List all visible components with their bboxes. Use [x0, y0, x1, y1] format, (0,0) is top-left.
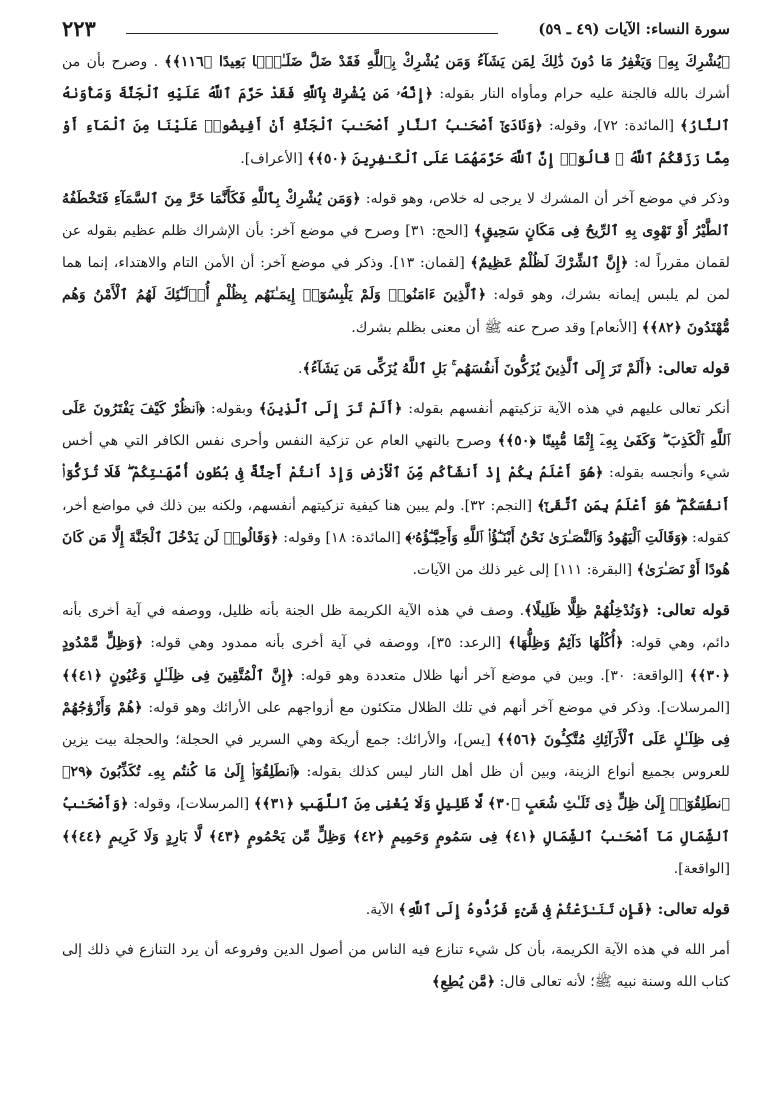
quran-quote: ﴿وَنُدْخِلُهُمْ ظِلًّا ظَلِيلًا﴾: [524, 603, 650, 620]
commentary-text: [المرسلات]. وذكر في موضع آخر أنهم في تلك الظلال متكئون مع أزواجهم على الأرائك وهو قوله:: [142, 699, 730, 716]
verse-heading-label: قوله تعالى:: [649, 601, 730, 620]
verse-heading-paragraph: [62, 893, 730, 926]
quran-quote: ﴿إِنَّ ٱلشِّرْكَ لَظُلْمٌ عَظِيمٌ﴾: [470, 255, 629, 272]
quran-quote: ﴿وَقَالَتِ ٱلْيَهُودُ وَٱلنَّصَـٰرَىٰ نَحْنُ أَبْنَـٰٓؤُا۟ ٱللَّهِ وَأَحِبَّـٰٓؤُهُۥ﴾: [405, 529, 688, 546]
commentary-text: وصرح بالنهي العام عن تزكية النفس وأحرى نفس الكافر التي هي أخس شيء وأنجسه بقوله:: [62, 433, 730, 482]
quran-quote: ﴿وَقَالُوا۟ لَن يَدْخُلَ ٱلْجَنَّةَ إِلَّا مَن كَانَ هُودًا أَوْ نَصَـٰرَىٰ﴾: [62, 529, 730, 579]
quran-quote: ﴿أَلَمْ تَرَ إِلَى ٱلَّذِينَ﴾: [258, 401, 403, 418]
commentary-text: وبقوله:: [205, 401, 259, 418]
verse-heading-paragraph: [62, 594, 730, 885]
body-paragraph: [62, 183, 730, 344]
commentary-text: أنكر تعالى عليهم في هذه الآية تزكيتهم أنفسهم بقوله:: [402, 401, 730, 418]
book-page: [62, 14, 730, 1094]
commentary-text: [يس]، والأرائك: جمع أريكة وهي السرير في الحجلة؛ والحجلة بيت يزين للعروس بجميع أنواع الزينة، وبين أن ظل أهل النار ليس كذلك بقوله:: [62, 732, 731, 781]
quran-quote: ﴿أَلَمْ تَرَ إِلَى ٱلَّذِينَ يُزَكُّونَ أَنفُسَهُم ۚ بَلِ ٱللَّهُ يُزَكِّى مَن يَشَآءُ﴾: [302, 360, 653, 377]
commentary-text: [المرسلات]، وقوله:: [128, 796, 254, 813]
commentary-text: [البقرة: ١١١] إلى غير ذلك من الآيات.: [412, 562, 637, 579]
commentary-text: [الحج: ٣١] وصرح في موضع آخر: بأن الإشراك ظلم عظيم بقوله عن لقمان مقرراً له:: [62, 223, 730, 272]
body-paragraph: [62, 934, 730, 998]
quran-quote: ﴿أُكُلُهَا دَآئِمٌ وَظِلُّهَا﴾: [508, 635, 624, 652]
commentary-text: وذكر في موضع آخر أن المشرك لا يرجى له خلاص، وهو قوله:: [360, 190, 730, 207]
commentary-text: . وصرح بأن من أشرك بالله فالجنة عليه حرام ومأواه النار بقوله:: [62, 54, 730, 103]
quran-quote: ﴿إِنَّ ٱلْمُتَّقِينَ فِى ظِلَـٰلٍ وَعُيُونٍ ﴿٤١﴾﴾: [62, 667, 295, 684]
quran-quote: ﴿وَظِلٍّ مَّمْدُودٍ ﴿٣٠﴾﴾: [62, 635, 731, 684]
quran-quote: ﴿ٱلَّذِينَ ءَامَنُوا۟ وَلَمْ يَلْبِسُوٓا۟ إِيمَـٰنَهُم بِظُلْمٍ أُو۟لَـٰٓئِكَ لَهُمُ ٱلْأَمْنُ وَهُم مُّهْتَدُونَ ﴿٨٢﴾﴾: [62, 287, 730, 336]
commentary-text: [لقمان: ١٣]. وذكر في موضع آخر: أن الأمن التام والاهتداء، إنما هما لمن لم يلبس إيمانه بشرك، وهو قوله:: [62, 255, 730, 304]
verse-heading-paragraph: [62, 352, 730, 385]
quran-quote: ﴿هُوَ أَعْلَمُ بِكُمْ إِذْ أَنشَأَكُم مِّنَ ٱلْأَرْضِ وَإِذْ أَنتُمْ أَجِنَّةٌ فِى بُطُونِ أُمَّهَـٰتِكُمْ ۖ فَلَا تُزَكُّوٓا۟ أَنفُسَكُمْ ۖ هُوَ أَعْلَمُ بِمَنِ ٱتَّقَىٰٓ﴾: [62, 465, 730, 514]
quran-quote: ﴿وَنَادَىٰٓ أَصْحَـٰبُ ٱلنَّارِ أَصْحَـٰبَ ٱلْجَنَّةِ أَنْ أَفِيضُوا۟ عَلَيْنَا مِنَ ٱلْمَآءِ أَوْ مِمَّا رَزَقَكُمُ ٱللَّهُ ۚ قَالُوٓا۟ إِنَّ ٱللَّهَ حَرَّمَهُمَا عَلَى ٱلْكَـٰفِرِينَ ﴿٥٠﴾﴾: [62, 118, 730, 167]
commentary-text: . وصف في هذه الآية الكريمة ظل الجنة بأنه ظليل، ووصفه في آية أخرى بأنه دائم، وهي قوله:: [62, 603, 730, 652]
page-header: [62, 14, 730, 46]
quran-quote: ﴿وَمَن يُشْرِكْ بِٱللَّهِ فَكَأَنَّمَا خَرَّ مِنَ ٱلسَّمَآءِ فَتَخْطَفُهُ ٱلطَّيْرُ أَوْ تَهْوِى بِهِ ٱلرِّيحُ فِى مَكَانٍ سَحِيقٍ﴾: [62, 190, 730, 240]
page-number: ٢٢٣: [62, 16, 96, 41]
body-paragraph: [62, 46, 730, 175]
commentary-text: [الأعراف].: [240, 150, 308, 167]
quran-quote: ﴿هُمْ وَأَزْوَٰجُهُمْ فِى ظِلَـٰلٍ عَلَى ٱلْأَرَآئِكِ مُتَّكِـُٔونَ ﴿٥٦﴾﴾: [62, 699, 730, 749]
verse-heading-label: قوله تعالى:: [652, 900, 730, 919]
commentary-text: [الرعد: ٣٥]، ووصفه في آية أخرى بأنه ممدود وهي قوله:: [143, 635, 509, 652]
verse-heading-label: قوله تعالى:: [652, 358, 730, 377]
quran-quote: ﴿يُشْرِكَ بِهِۦ وَيَغْفِرُ مَا دُونَ ذَٰلِكَ لِمَن يَشَآءُ وَمَن يُشْرِكْ بِٱللَّهِ فَقَدْ ضَلَّ ضَلَـٰلًۢا بَعِيدًا ﴿١١٦﴾﴾: [164, 54, 730, 70]
commentary-text: [المائدة: ٧٢]، وقوله:: [542, 118, 681, 135]
quran-quote: ﴿ٱنطَلِقُوٓا۟ إِلَىٰ مَا كُنتُم بِهِۦ تُكَذِّبُونَ ﴿٢٩﴾ ٱنطَلِقُوٓا۟ إِلَىٰ ظِلٍّ ذِى ثَلَـٰثِ شُعَبٍ ﴿٣٠﴾ لَّا ظَلِيلٍ وَلَا يُغْنِى مِنَ ٱللَّهَبِ ﴿٣١﴾﴾: [62, 764, 730, 813]
commentary-text: [النجم: ٣٢]. ولم يبين هنا كيفية تزكيتهم أنفسهم، ولكنه بين ذلك في مواضع أخر، كقوله:: [62, 497, 731, 546]
page-body: [62, 46, 730, 999]
commentary-text: [الواقعة].: [673, 860, 730, 877]
commentary-text: .: [298, 360, 303, 377]
running-title: سورة النساء: الآيات (٤٩ ـ ٥٩): [538, 20, 730, 38]
quran-quote: ﴿وَأَصْحَـٰبُ ٱلشِّمَالِ مَآ أَصْحَـٰبُ ٱلشِّمَالِ ﴿٤١﴾ فِى سَمُومٍ وَحَمِيمٍ ﴿٤٢﴾ وَظِلٍّ مِّن يَحْمُومٍ ﴿٤٣﴾ لَّا بَارِدٍ وَلَا كَرِيمٍ ﴿٤٤﴾﴾: [62, 796, 730, 845]
body-paragraph: [62, 393, 730, 586]
quran-quote: ﴿فَإِن تَنَـٰزَعْتُمْ فِى شَىْءٍ فَرُدُّوهُ إِلَى ٱللَّهِ﴾: [398, 902, 653, 919]
commentary-text: الآية.: [365, 902, 399, 919]
header-rule: [126, 33, 498, 34]
commentary-text: أمر الله في هذه الآية الكريمة، بأن كل شيء تنازع فيه الناس من أصول الدين وفروعه أن يرد التنازع في ذلك إلى كتاب الله وسنة نبيه ﷺ؛ لأنه تعالى قال:: [62, 942, 730, 991]
quran-quote: ﴿ٱنظُرْ كَيْفَ يَفْتَرُونَ عَلَى ٱللَّهِ ٱلْكَذِبَ ۖ وَكَفَىٰ بِهِۦٓ إِثْمًا مُّبِينًا ﴿٥٠﴾﴾: [62, 401, 731, 450]
commentary-text: [الواقعة: ٣٠]. وبين في موضع آخر أنها ظلال متعددة وهو قوله:: [294, 667, 690, 684]
quran-quote: ﴿إِنَّهُۥ مَن يُشْرِكْ بِٱللَّهِ فَقَدْ حَرَّمَ ٱللَّهُ عَلَيْهِ ٱلْجَنَّةَ وَمَأْوَىٰهُ ٱلنَّارُ﴾: [62, 86, 730, 135]
commentary-text: [الأنعام] وقد صرح عنه ﷺ أن معنى بظلم بشرك.: [351, 319, 642, 336]
quran-quote: ﴿مَّن يُطِعِ﴾: [432, 974, 496, 991]
commentary-text: [المائدة: ١٨] وقوله:: [278, 529, 406, 546]
